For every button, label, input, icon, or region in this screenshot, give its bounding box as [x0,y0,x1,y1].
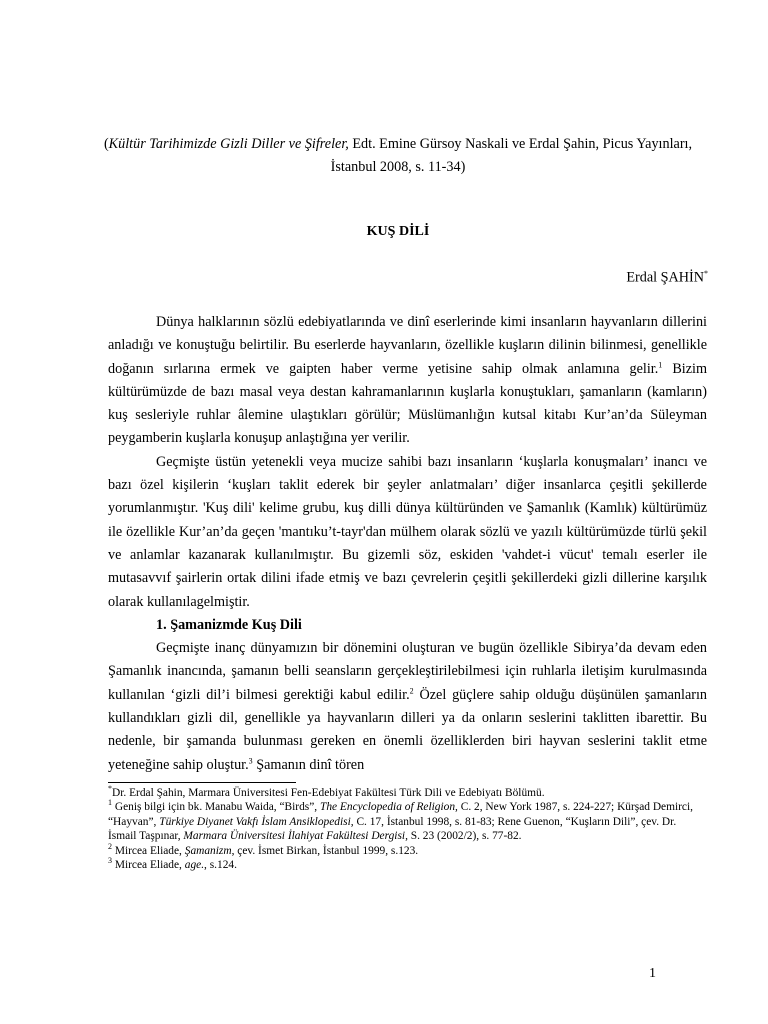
footnote-3 [108,858,704,872]
footnote-italic: The Encyclopedia of Religion, [319,801,458,814]
footnote-text: , çev. İsmet Birkan, İstanbul 1999, s.123. [231,844,419,857]
footnote-text: Mircea Eliade, [112,844,185,857]
paragraph-3-text-a: Geçmişte inanç dünyamızın bir dönemini oluşturan ve bugün özellikle Sibirya’da devam eden Şamanlık inancında, şamanın belli seansların gerçekleştirilebilmesi için ruhlarla iletişim kurulmasında kullanılan ‘gizli dil’i bilmesi gerektiği kabul edilir. [108,640,707,703]
footnote-mark: 3 [108,856,112,866]
paragraph-3 [108,637,707,777]
article-title: KUŞ DİLİ [366,224,430,239]
page-number: 1 [649,966,656,981]
footnote-italic: Marmara Üniversitesi İlahiyat Fakültesi Dergisi, [183,830,408,843]
footnote-author [108,786,704,800]
section-heading: 1. Şamanizmde Kuş Dili [156,616,302,633]
source-details: Edt. Emine Gürsoy Naskali ve Erdal Şahin, Picus Yayınları, İstanbul 2008, s. 11-34) [330,136,693,175]
paragraph-2: Geçmişte üstün yetenekli veya mucize sahibi bazı insanların ‘kuşlarla konuşmaları’ inancı ve bazı özel kişilerin ‘kuşları taklit ederek bir şeyler anlatmaları’ diğer insanlarca çeşitli şekillerde yorumlanmıştır. 'Kuş dili' kelime grubu, kuş dilli dünya kültüründen ve Şamanlık (Kamlık) kültürümüz ile özellikle Kur’an’da geçen 'mantıku’t-tayr'dan mülhem olarak sözlü ve yazılı kültürümüzde türlü şekil ve anlamlar kazanarak kullanılmıştır. Bu gizemli söz, eskiden 'vahdet-i vücut' temalı eserler ile mutasavvıf şairlerin ortak dilini ifade etmiş ve bazı çevrelerin çeşitli şekillerdeki gizli dillerine karşılık olarak kullanılagelmiştir. [108,453,707,610]
footnote-text: Mircea Eliade, [112,859,185,872]
paragraph-3-text-b: Özel güçlere sahip olduğu düşünülen şamanların kullandıkları gizli dil, genellikle ya hayvanların dilleri ya da onların seslerini taklitten ibarettir. Bu nedenle, bir şamanda bulunması gereken en önemli özelliklerden biri hayvan seslerini taklit etme yeteneğine sahip oluştur. [108,686,708,773]
footnote-ref-2[interactable]: 2 [409,686,414,696]
footnote-1 [108,800,704,843]
paragraph-1-text-a: Dünya halklarının sözlü edebiyatlarında ve dinî eserlerinde kimi insanların hayvanların dillerini anladığı ve konuştuğu belirtilir. Bu eserlerde hayvanların, özellikle kuşların dilinin bilinmesi, genellikle doğanın sırlarına ermek ve gaipten haber verme yetisine sahip olmak anlamına gelir. [108,314,707,377]
paragraph-1-text-b: Bizim kültürümüzde de bazı masal veya destan kahramanlarının kuşlarla konuştukları, şamanların (kamların) kuş sesleriyle ruhlar âlemine ulaştıkları görülür; Müslümanlığın kutsal kitabı Kur’an’da Süleyman peygamberin kuşlarla konuşup anlaştığına yer verilir. [108,360,707,447]
article-body [108,311,707,777]
footnote-2 [108,841,704,858]
footnotes [108,786,704,872]
author-footnote-mark[interactable]: * [704,269,708,278]
author-name: Erdal ŞAHİN [626,269,704,286]
footnote-mark: 1 [108,798,112,808]
footnote-text: C. 2, New York 1987, s. 224-227; Kürşad Demirci, “Hayvan”, [108,801,693,828]
footnote-italic: Türkiye Diyanet Vakfı İslam Ansiklopedisi, [159,815,354,828]
footnote-ref-3[interactable]: 3 [248,755,253,765]
source-open-paren: ( [103,136,109,152]
source-book-title: Kültür Tarihimizde Gizli Diller ve Şifreler, [108,136,349,152]
footnote-text: Geniş bilgi için bk. Manabu Waida, “Birds”, [112,801,320,814]
footnote-mark: * [108,784,112,794]
footnote-text: C. 17, İstanbul 1998, s. 81-83; Rene Guenon, “Kuşların Dili”, çev. Dr. İsmail Taşpınar, [108,815,677,843]
paragraph-1 [108,311,707,451]
footnote-ref-1[interactable]: 1 [658,359,663,369]
footnote-italic: Şamanizm [184,844,232,857]
footnote-italic: age. [184,859,205,872]
footnote-text: , s.124. [204,859,237,872]
footnote-mark: 2 [108,841,112,851]
footnote-text: S. 23 (2002/2), s. 77-82. [407,830,522,843]
paragraph-3-text-c: Şamanın dinî tören [252,756,365,773]
footnote-divider [108,782,296,783]
source-citation [100,133,696,179]
footnote-text: Dr. Erdal Şahin, Marmara Üniversitesi Fen-Edebiyat Fakültesi Türk Dili ve Edebiyatı Bölümü. [112,787,545,799]
author-line [626,269,708,287]
